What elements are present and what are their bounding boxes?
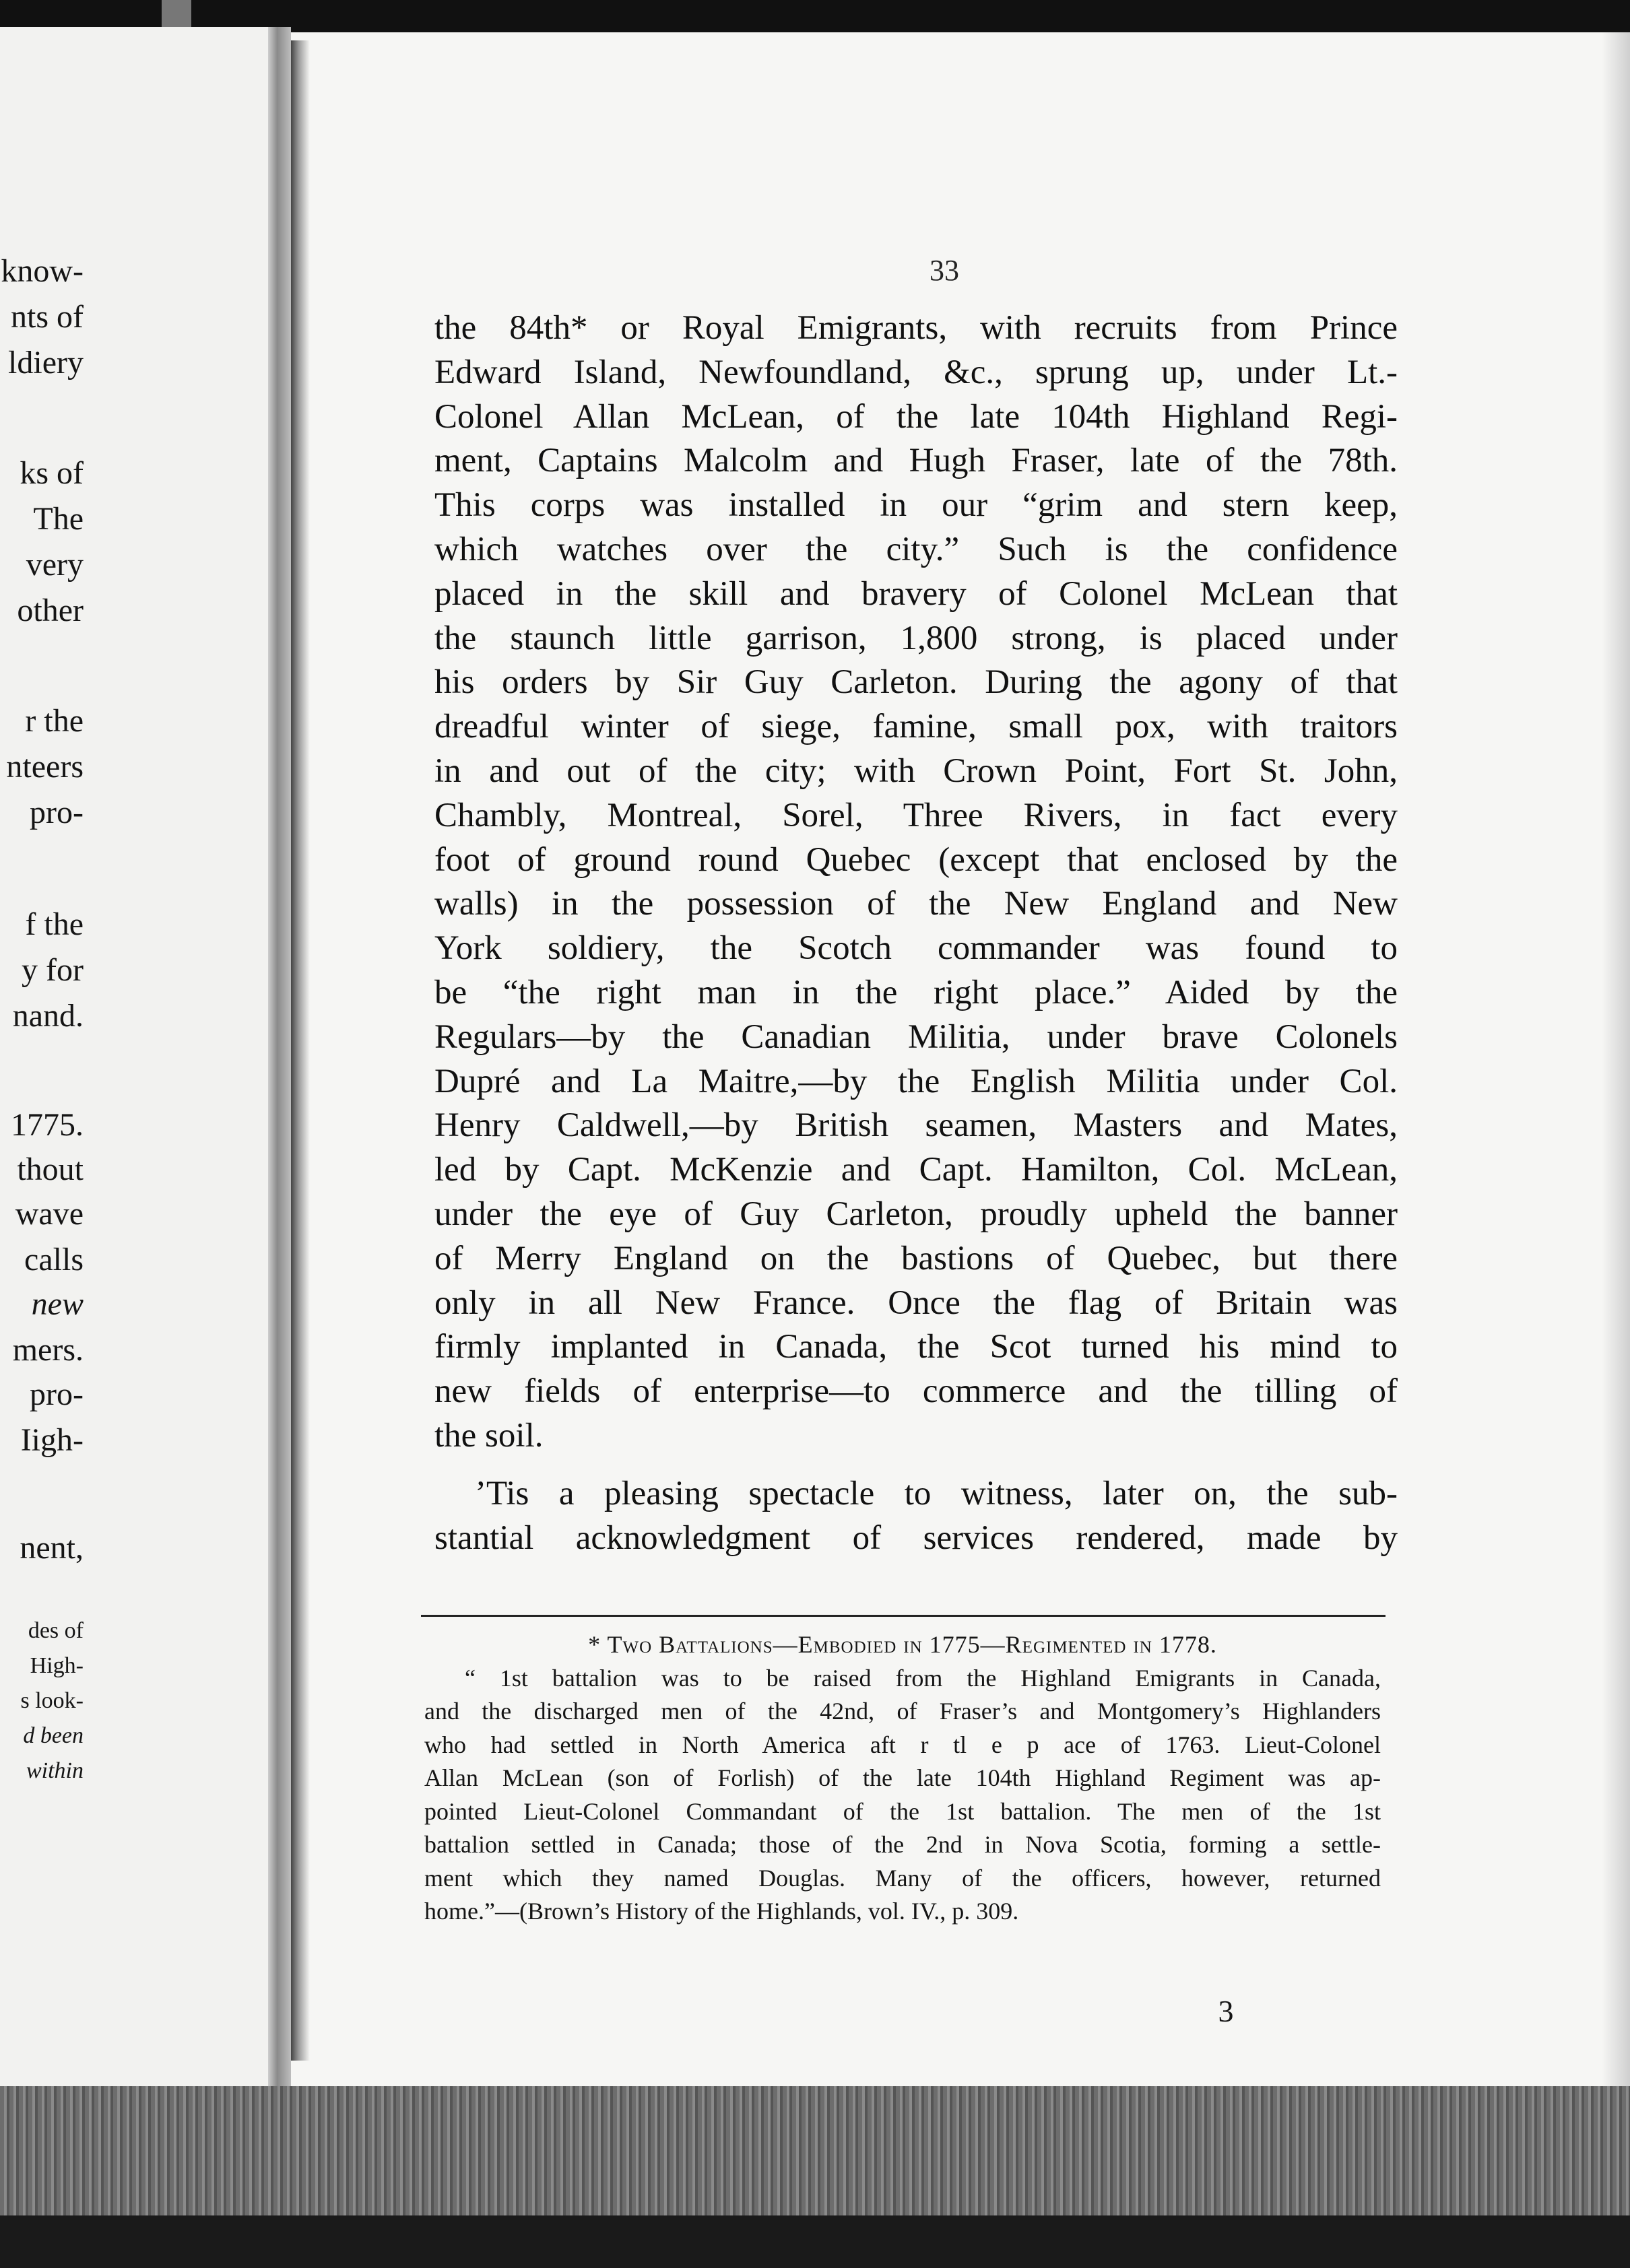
- left-page-line: know-: [1, 253, 84, 289]
- left-page-line: ldiery: [8, 345, 84, 380]
- left-page-line: pro-: [30, 795, 84, 830]
- left-page-line: other: [17, 593, 84, 628]
- text-line: Dupré and La Maitre,—by the English Militia under Col.: [434, 1062, 1398, 1100]
- footnote-line: battalion settled in Canada; those of the 2nd in Nova Scotia, forming a settle-: [424, 1831, 1381, 1858]
- text-line: firmly implanted in Canada, the Scot turned his mind to: [434, 1328, 1398, 1366]
- left-page-line: nts of: [11, 299, 84, 335]
- footnote: [424, 1628, 1381, 1929]
- text-line: dreadful winter of siege, famine, small pox, with traitors: [434, 708, 1398, 746]
- text-line: Henry Caldwell,—by British seamen, Masters and Mates,: [434, 1106, 1398, 1145]
- left-page-line: Iigh-: [20, 1422, 84, 1458]
- text-line: led by Capt. McKenzie and Capt. Hamilton, Col. McLean,: [434, 1151, 1398, 1189]
- page-number: 33: [930, 254, 959, 287]
- text-line: Edward Island, Newfoundland, &c., sprung up, under Lt.-: [434, 353, 1398, 391]
- text-line: in and out of the city; with Crown Point, Fort St. John,: [434, 752, 1398, 790]
- footnote-rule: [421, 1615, 1386, 1617]
- left-page-line: calls: [24, 1242, 84, 1277]
- text-line: York soldiery, the Scotch commander was found to: [434, 929, 1398, 968]
- text-line: of Merry England on the bastions of Quebec, but there: [434, 1239, 1398, 1277]
- text-line: stantial acknowledgment of services rendered, made by: [434, 1519, 1398, 1557]
- text-line: only in all New France. Once the flag of Britain was: [434, 1283, 1398, 1322]
- text-line: his orders by Sir Guy Carleton. During the agony of that: [434, 663, 1398, 702]
- text-line: which watches over the city.” Such is the confidence: [434, 530, 1398, 568]
- footnote-line: pointed Lieut-Colonel Commandant of the 1st battalion. The men of the 1st: [424, 1797, 1381, 1825]
- footnote-line: who had settled in North America aft r tl e p ace of 1763. Lieut-Colonel: [424, 1731, 1381, 1758]
- text-line: Regulars—by the Canadian Militia, under brave Colonels: [434, 1018, 1398, 1056]
- text-line: foot of ground round Quebec (except that enclosed by the: [434, 840, 1398, 879]
- left-page-note-line: d been: [23, 1723, 84, 1748]
- left-page-line: nteers: [6, 749, 84, 785]
- left-page-note-line: High-: [30, 1653, 84, 1678]
- left-page-line: nand.: [12, 998, 84, 1034]
- text-line: Colonel Allan McLean, of the late 104th Highland Regi-: [434, 397, 1398, 436]
- footnote-line: and the discharged men of the 42nd, of Fraser’s and Montgomery’s Highlanders: [424, 1698, 1381, 1725]
- text-line: walls) in the possession of the New England and New: [434, 885, 1398, 923]
- left-page-line: wave: [15, 1196, 84, 1232]
- text-line: the 84th* or Royal Emigrants, with recruits from Prince: [434, 309, 1398, 347]
- text-line: Chambly, Montreal, Sorel, Three Rivers, in fact every: [434, 796, 1398, 834]
- text-line: This corps was installed in our “grim and stern keep,: [434, 486, 1398, 525]
- text-line: the soil.: [434, 1416, 544, 1455]
- left-page-line: 1775.: [11, 1107, 84, 1143]
- left-page-line: very: [26, 547, 84, 582]
- body-text: [434, 306, 1398, 1560]
- left-page-line: f the: [25, 906, 84, 942]
- left-page-line: thout: [17, 1152, 84, 1187]
- text-line: under the eye of Guy Carleton, proudly upheld the banner: [434, 1195, 1398, 1233]
- page-edge: [1602, 32, 1630, 2086]
- footnote-heading: * Two Battalions—Embodied in 1775—Regimented in 1778.: [588, 1631, 1217, 1658]
- text-line: ment, Captains Malcolm and Hugh Fraser, late of the 78th.: [434, 442, 1398, 480]
- left-page-line: r the: [25, 703, 84, 739]
- left-page-note-line: within: [26, 1758, 84, 1783]
- left-page-line: ks of: [20, 455, 84, 491]
- footnote-line: ment which they named Douglas. Many of the officers, however, returned: [424, 1864, 1381, 1892]
- left-page: [0, 27, 268, 2101]
- text-line: ’Tis a pleasing spectacle to witness, later on, the sub-: [475, 1474, 1398, 1512]
- footnote-citation: home.”—(Brown’s History of the Highlands, vol. IV., p. 309.: [424, 1898, 1019, 1925]
- signature-mark: 3: [1218, 1994, 1234, 2028]
- left-page-line: nent,: [20, 1530, 84, 1566]
- left-page-line: pro-: [30, 1376, 84, 1412]
- left-page-line: new: [31, 1286, 84, 1322]
- text-line: new fields of enterprise—to commerce and the tilling of: [434, 1372, 1398, 1411]
- paragraph-2: [434, 1472, 1398, 1561]
- text-line: be “the right man in the right place.” Aided by the: [434, 973, 1398, 1011]
- book-gutter: [268, 27, 291, 2101]
- left-page-line: The: [33, 501, 84, 537]
- footnote-line: Allan McLean (son of Forlish) of the late 104th Highland Regiment was ap-: [424, 1764, 1381, 1791]
- scan-top-mark: [162, 0, 191, 27]
- left-page-note-line: des of: [28, 1618, 84, 1643]
- text-line: the staunch little garrison, 1,800 strong, is placed under: [434, 619, 1398, 657]
- left-page-note-line: s look-: [20, 1688, 84, 1713]
- footnote-line: “ 1st battalion was to be raised from the Highland Emigrants in Canada,: [465, 1664, 1381, 1692]
- left-page-line: mers.: [12, 1332, 84, 1368]
- scan-bottom-dark: [0, 2215, 1630, 2268]
- left-page-line: y for: [22, 952, 84, 988]
- page-shadow: [291, 40, 310, 2061]
- paragraph-1: [434, 306, 1398, 1459]
- text-line: placed in the skill and bravery of Colonel McLean that: [434, 574, 1398, 613]
